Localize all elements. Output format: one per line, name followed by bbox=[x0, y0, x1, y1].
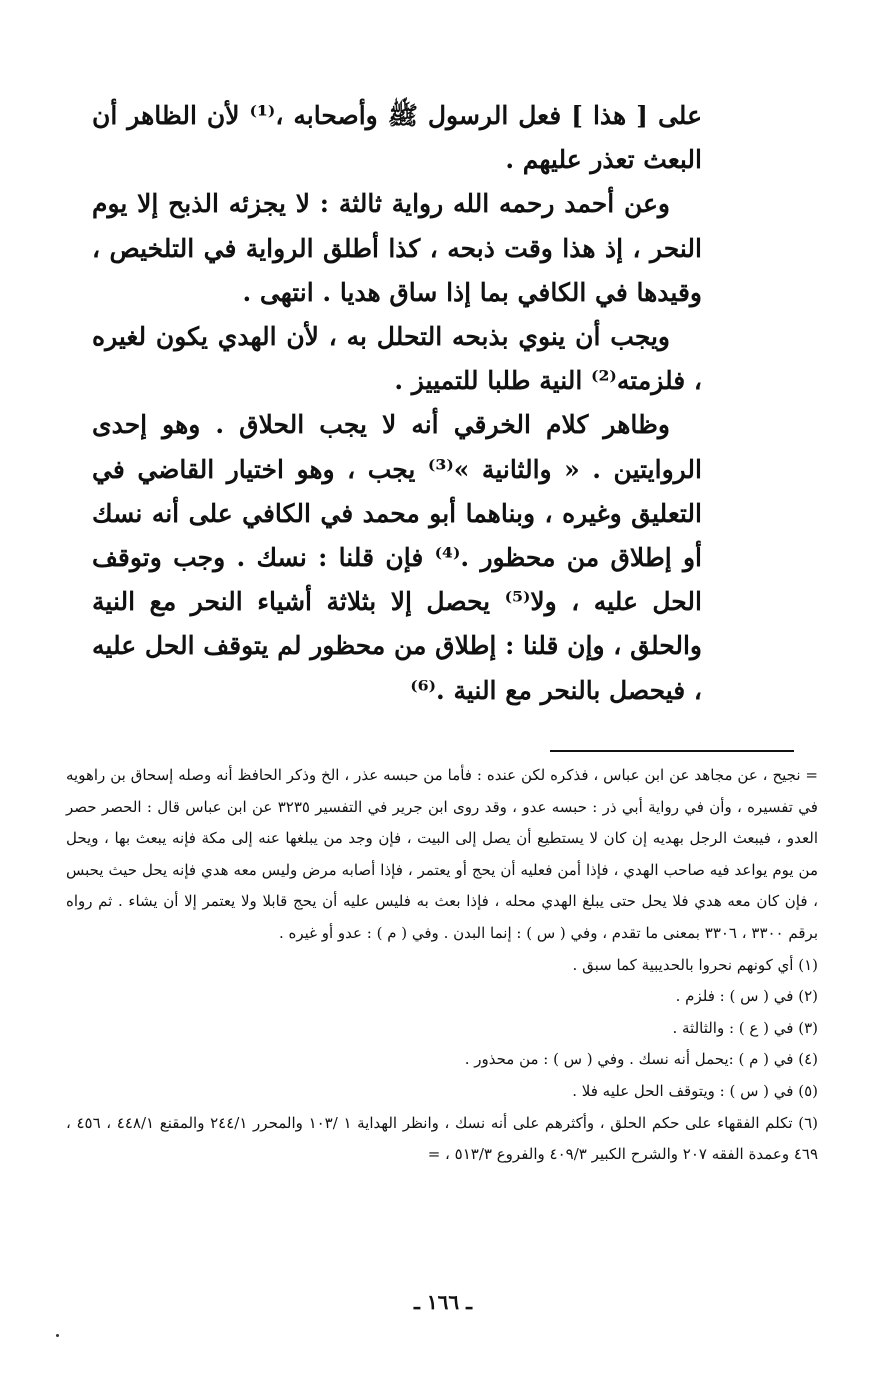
footnote-continuation: = نجيح ، عن مجاهد عن ابن عباس ، فذكره لكن عنده : فأما من حبسه عذر ، الخ وذكر الحافظ أنه وصله إسحاق بن راهويه في تفسيره ، وأن في رواية أبي ذر : حبسه عدو ، وقد روى ابن جرير في التفسير ٣٢٣٥ عن ابن عباس قال : الحصر حصر العدو ، فيبعث الرجل بهديه إن كان لا يستطيع أن يصل إلى البيت ، فإن وجد من يبلغها عنه إلى مكة فإنه يبعث بها ، ويحل من يوم يواعد فيه صاحب الهدي ، فإذا أمن فعليه أن يحج أو يعتمر ، فإذا أصابه مرض وليس معه هدي فإنه يحل حيث يحبس ، فإن كان معه هدي فلا يحل حتى يبلغ الهدي محله ، فإذا بعث به فليس عليه أن يحج قابلا ولا يعتمر إلا أن يشاء . ثم رواه برقم ٣٣٠٠ ، ٣٣٠٦ بمعنى ما تقدم ، وفي ( س ) : إنما البدن . وفي ( م ) : عدو أو غيره . bbox=[66, 766, 818, 942]
paragraph-1: على [ هذا ] فعل الرسول ﷺ وأصحابه ،⁽¹⁾ لأن الظاهر أن البعث تعذر عليهم . bbox=[92, 101, 702, 175]
main-text bbox=[92, 94, 702, 713]
footnote-4: (٤) في ( م ) :يحمل أنه نسك . وفي ( س ) : من محذور . bbox=[464, 1050, 818, 1069]
footnote-1: (١) أي كونهم نحروا بالحديبية كما سبق . bbox=[572, 955, 818, 974]
page-number: ـ ١٦٦ ـ bbox=[414, 1290, 472, 1314]
footnotes bbox=[66, 760, 818, 1171]
footnote-3: (٣) في ( ع ) : والثالثة . bbox=[672, 1018, 818, 1037]
paragraph-4: وظاهر كلام الخرقي أنه لا يجب الحلاق . وهو إحدى الروايتين . « والثانية »⁽³⁾ يجب ، وهو اختيار القاضي في التعليق وغيره ، وبناهما أبو محمد في الكافي على أنه نسك أو إطلاق من محظور .⁽⁴⁾ فإن قلنا : نسك . وجب وتوقف الحل عليه ، ولا⁽⁵⁾ يحصل إلا بثلاثة أشياء النحر مع النية والحلق ، وإن قلنا : إطلاق من محظور لم يتوقف الحل عليه ، فيحصل بالنحر مع النية .⁽⁶⁾ bbox=[92, 410, 702, 705]
footnote-6: (٦) تكلم الفقهاء على حكم الحلق ، وأكثرهم على أنه نسك ، وانظر الهداية ١ /١٠٣ والمحرر ٢٤٤/١ والمقنع ٤٤٨/١ ، ٤٥٦ ، ٤٦٩ وعمدة الفقه ٢٠٧ والشرح الكبير ٤٠٩/٣ والفروع ٥١٣/٣ ، = bbox=[66, 1113, 818, 1164]
footnote-2: (٢) في ( س ) : فلزم . bbox=[675, 987, 818, 1006]
scan-speck bbox=[56, 1334, 59, 1337]
footnote-divider bbox=[550, 750, 794, 752]
footnote-5: (٥) في ( س ) : ويتوقف الحل عليه فلا . bbox=[572, 1081, 818, 1100]
paragraph-2: وعن أحمد رحمه الله رواية ثالثة : لا يجزئه الذبح إلا يوم النحر ، إذ هذا وقت ذبحه ، كذا أطلق الرواية في التلخيص ، وقيدها في الكافي بما إذا ساق هديا . انتهى . bbox=[92, 189, 702, 307]
paragraph-3: ويجب أن ينوي بذبحه التحلل به ، لأن الهدي يكون لغيره ، فلزمته⁽²⁾ النية طلبا للتمييز . bbox=[92, 322, 702, 396]
